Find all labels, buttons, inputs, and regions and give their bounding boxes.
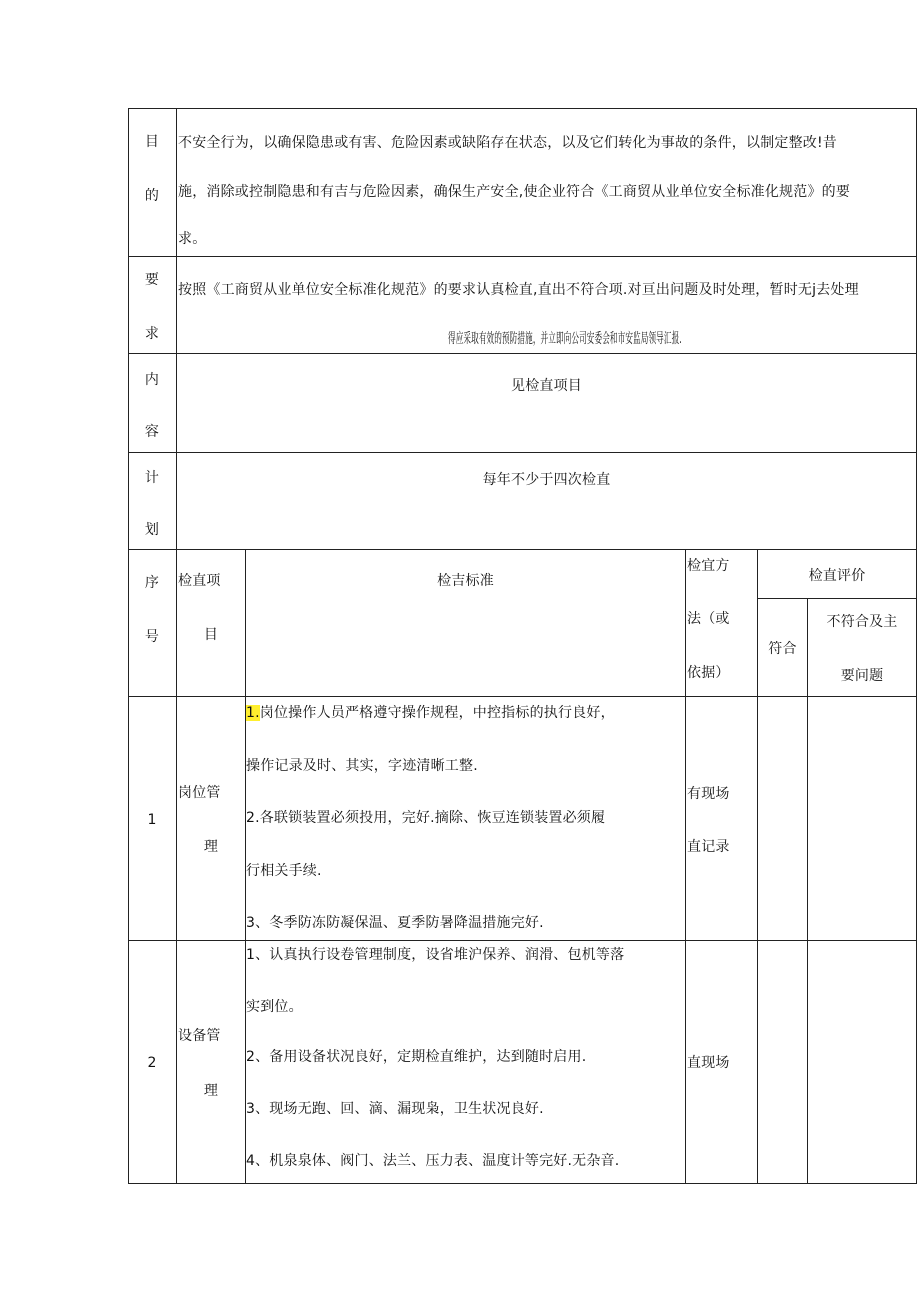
table-border-top	[128, 108, 917, 109]
header-item: 检直项	[178, 573, 221, 589]
standard-line: 3、现场无跑、回、滴、漏现枭，卫生状况良好.	[246, 1101, 544, 1117]
header-method: 检宜方	[687, 558, 730, 574]
row-seq: 1	[147, 812, 157, 828]
header-method: 法（或	[687, 611, 730, 627]
purpose-text-line: 求。	[178, 231, 207, 247]
standard-line: 4、机泉泉体、阀门、法兰、压力表、温度计等完好.无杂音.	[246, 1153, 620, 1169]
row-method: 直记录	[687, 839, 730, 855]
purpose-text-line: 不安全行为，以确保隐患或有害、危险因素或缺陷存在状态，以及它们转化为事故的条件，以制定整改!昔	[178, 135, 838, 151]
header-seq: 号	[144, 629, 160, 645]
standard-column-divider	[685, 549, 686, 1184]
standard-line: 实到位。	[246, 999, 303, 1015]
row-divider	[128, 549, 917, 550]
highlight-mark: 1.	[246, 705, 260, 721]
row-method: 有现场	[687, 786, 730, 802]
header-conform: 符合	[768, 641, 797, 657]
standard-line: 行相关手续.	[246, 863, 322, 879]
header-evaluation: 检直评价	[808, 568, 866, 584]
plan-label-char: 划	[144, 522, 160, 538]
purpose-text-line: 施，消除或控制隐患和有吉与危险因素，确保生产安全,使企业符合《工商贸从业单位安全标准化规范》的要	[178, 184, 851, 200]
requirement-text-line: 按照《工商贸从业单位安全标准化规范》的要求认真检直,直出不符合项.对亘出问题及时处理，暂时无j去处理	[178, 282, 859, 298]
row-seq: 2	[147, 1055, 157, 1071]
row-item: 理	[203, 839, 219, 855]
row-item: 理	[203, 1083, 219, 1099]
standard-line-text: 岗位操作人员严格遵守操作规程，中控指标的执行良好，	[259, 705, 615, 721]
requirement-text-line: 得应采取有效的预防措施，并立即向公司安委会和市安监局领导汇报.	[448, 331, 682, 347]
requirement-label-char: 求	[144, 326, 160, 342]
standard-line: 3、冬季防冻防凝保温、夏季防暑降温措施完好.	[246, 915, 544, 931]
row-divider	[128, 696, 917, 697]
table-border-bottom	[128, 1183, 917, 1184]
purpose-label-char: 的	[144, 188, 160, 204]
header-nonconform: 要问题	[840, 668, 884, 684]
content-label-char: 内	[144, 372, 160, 388]
row-item: 设备管	[178, 1028, 221, 1044]
standard-line: 2.各联锁装置必须投用，完好.摘除、恢豆连锁装置必须履	[246, 810, 606, 826]
standard-line: 操作记录及时、其实，字迹清晰工整.	[246, 758, 478, 774]
label-column-divider	[176, 108, 177, 1184]
row-method: 直现场	[687, 1055, 730, 1071]
header-item: 目	[203, 627, 219, 643]
standard-line: 1、认真执行设卷管理制度，设省堆沪保养、润滑、包机等落	[246, 947, 625, 963]
header-nonconform: 不符合及主	[826, 614, 898, 630]
plan-label-char: 计	[144, 470, 160, 486]
row-divider	[128, 452, 917, 453]
header-seq: 序	[144, 575, 160, 591]
standard-line: 2、备用设备状况良好，定期检直维护，达到随时启用.	[246, 1049, 587, 1065]
plan-value: 每年不少于四次检直	[482, 472, 611, 488]
row-divider	[128, 353, 917, 354]
row-divider	[128, 940, 917, 941]
content-label-char: 容	[144, 424, 160, 440]
requirement-label-char: 要	[144, 272, 160, 288]
table-border-right	[916, 108, 917, 1184]
row-divider	[128, 256, 917, 257]
purpose-label-char: 目	[144, 134, 160, 150]
header-standard: 检吉标准	[437, 573, 494, 589]
header-method: 依据）	[687, 665, 730, 681]
eval-subheader-divider	[757, 598, 917, 599]
content-value: 见检直项目	[511, 378, 582, 394]
row-item: 岗位管	[178, 785, 221, 801]
standard-line	[246, 703, 615, 723]
